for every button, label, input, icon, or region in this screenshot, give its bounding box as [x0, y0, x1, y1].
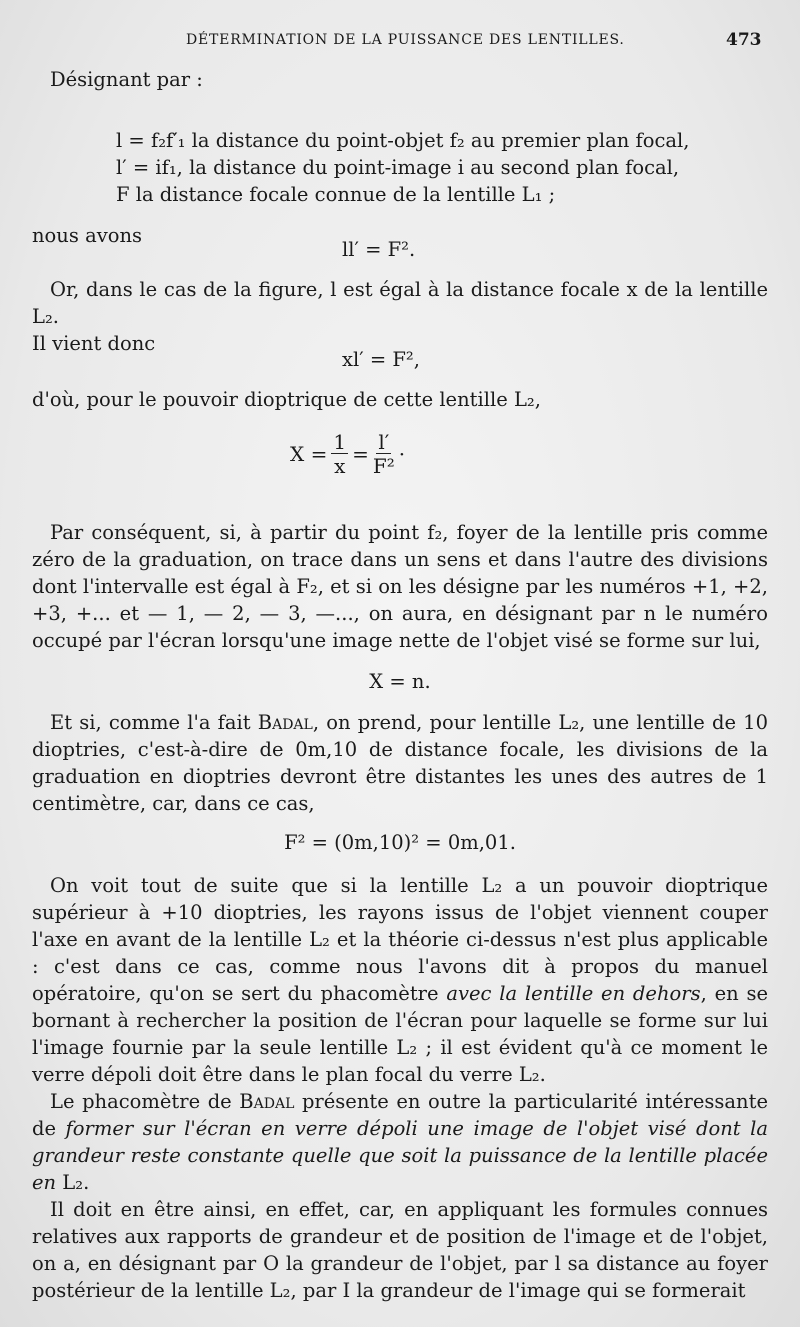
il-vient-line: [32, 330, 768, 386]
paragraph-doit: Il doit en être ainsi, en effet, car, en appliquant les formules connues relatives aux rapports de grandeur et de position de l'image et de l'objet, on a, en désignant par O la grandeur de l'objet, par l sa distance au foyer postérieur de la lentille L₂, par I la grandeur de l'image qui se formerait: [32, 1198, 768, 1302]
paragraph-voit: [32, 872, 768, 1088]
paragraph-badal: [32, 709, 768, 817]
paragraph-or: Or, dans le cas de la figure, l est égal à la distance focale x de la lentille L₂.: [32, 278, 768, 328]
equation-ll-prime: ll′ = F².: [342, 238, 416, 261]
page-header: [0, 30, 800, 54]
phaco-text-2: présente en outre la particularité intéressante de: [32, 1090, 768, 1140]
paragraph-consequent: Par conséquent, si, à partir du point f₂, foyer de la lentille pris comme zéro de la graduation, on trace dans un sens et dans l'autre des divisions dont l'intervalle est égal à F₂, et si on les désigne par les numéros +1, +2, +3, +... et — 1, — 2, — 3, —..., on aura, en désignant par n le numéro occupé par l'écran lorsqu'une image nette de l'objet visé se forme sur lui,: [32, 521, 768, 652]
fraction-numerator: 1: [333, 430, 347, 454]
phaco-text-3: L₂.: [56, 1171, 90, 1194]
phaco-emphasis: former sur l'écran en verre dépoli une image de l'objet visé dont la grandeur reste constante quelle que soit la puissance de la lentille placée en: [32, 1117, 768, 1194]
definition-F: F la distance focale connue de la lentille L₁ ;: [116, 183, 556, 206]
equation-xl-prime: xl′ = F²,: [342, 348, 420, 371]
paragraph-phacometre: [32, 1088, 768, 1196]
badal-text-2: , on prend, pour lentille L₂, une lentille de 10 dioptries, c'est-à-dire de 0m,10 de distance focale, les divisions de la graduation en dioptries devront être distantes les unes des autres de 1 centimètre, car, dans ce cas,: [32, 711, 768, 815]
body-text: [32, 66, 768, 1304]
definitions-list: [116, 127, 768, 208]
equation-F-squared: F² = (0m,10)² = 0m,01.: [284, 831, 516, 854]
intro-line: Désignant par :: [50, 68, 203, 91]
eq-dot: ·: [398, 442, 406, 466]
nous-avons-line: [32, 222, 768, 276]
equation-power-content: [290, 431, 405, 478]
definition-l: l = f₂f′₁ la distance du point-objet f₂ au premier plan focal,: [116, 129, 690, 152]
voit-text-1: On voit tout de suite que si la lentille L₂ a un pouvoir dioptrique supérieur à +10 dioptries, les rayons issus de l'objet viennent couper l'axe en avant de la lentille L₂ et la théorie ci-dessus n'est plus applicable : c'est dans ce cas, comme nous l'avons dit à propos du manuel opératoire, qu'on se sert du phacomètre: [32, 874, 768, 1005]
author-badal: Badal: [257, 711, 313, 734]
paragraph-dou: d'où, pour le pouvoir dioptrique de cette lentille L₂,: [32, 388, 541, 411]
voit-emphasis: avec la lentille en dehors: [446, 982, 701, 1005]
nous-avons-text: nous avons: [32, 224, 143, 247]
eq-equals: =: [352, 442, 369, 466]
author-badal-2: Badal: [239, 1090, 295, 1113]
fraction-l-over-F2: [373, 431, 395, 478]
il-vient-text: Il vient donc: [32, 332, 156, 355]
running-head: DÉTERMINATION DE LA PUISSANCE DES LENTILLES.: [186, 32, 625, 48]
voit-text-2: , en se bornant à rechercher la position de l'écran pour laquelle se forme sur lui l'image fournie par la seule lentille L₂ ; il est évident qu'à ce moment le verre dépoli doit être dans le plan focal du verre L₂.: [32, 982, 768, 1086]
fraction-denominator: x: [334, 454, 346, 478]
equation-X-n: X = n.: [369, 670, 431, 693]
fraction-denominator-2: F²: [372, 454, 395, 478]
badal-text-1: Et si, comme l'a fait: [50, 711, 258, 734]
page-number: 473: [726, 30, 762, 50]
equation-power: [32, 431, 768, 485]
fraction-numerator-2: l′: [378, 430, 390, 454]
eq-X: X =: [290, 442, 328, 466]
definition-l-prime: l′ = if₁, la distance du point-image i au second plan focal,: [116, 156, 680, 179]
fraction-one-over-x: [331, 431, 348, 478]
phaco-text-1: Le phacomètre de: [50, 1090, 240, 1113]
